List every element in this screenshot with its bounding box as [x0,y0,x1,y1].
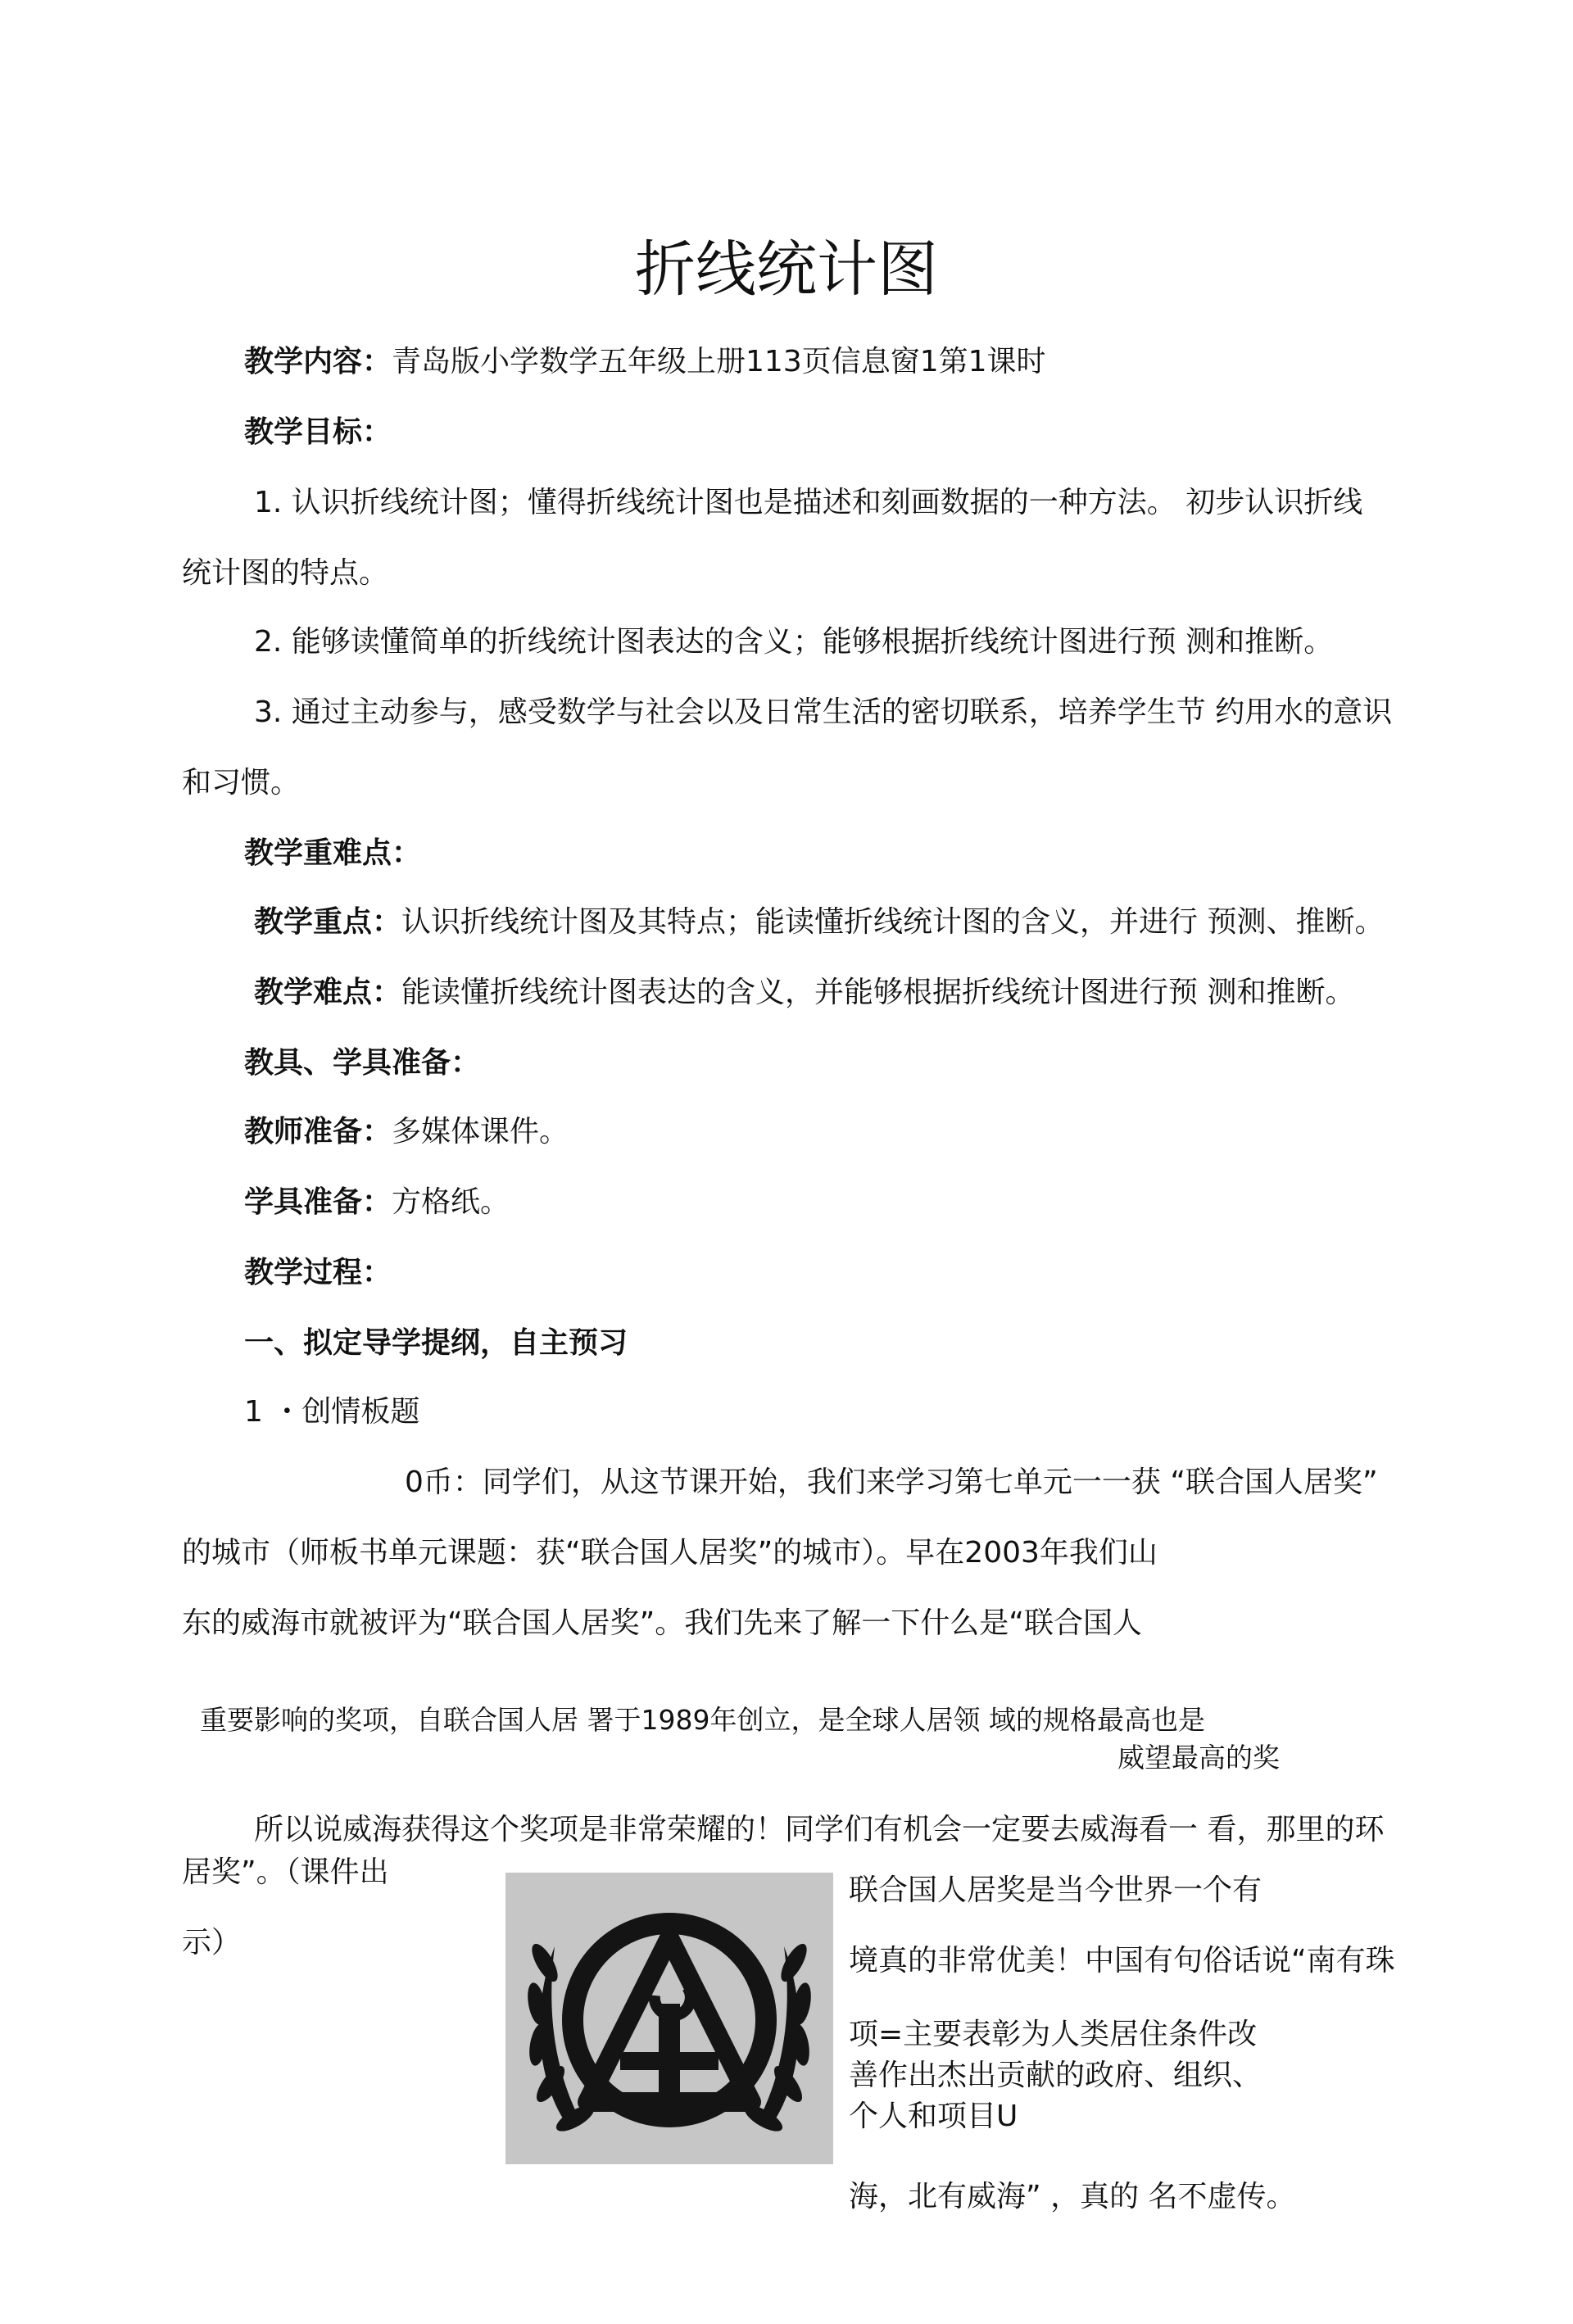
teaching-content-line [244,344,1046,380]
tools-heading: 教具、学具准备： [244,1046,481,1080]
student-prep-label: 学具准备： [244,1185,392,1219]
paragraph-1-line-2: 的城市（师板书单元课题：获“联合国人居奖”的城市）。早在2003年我们山 [182,1536,1158,1570]
keypoints-heading: 教学重难点： [244,836,422,870]
key-point-label: 教学重点： [254,905,402,939]
goal-1-line-2: 统计图的特点。 [182,556,389,590]
page-title: 折线统计图 [635,234,938,305]
section-1-heading: 一、拟定导学提纲，自主预习 [244,1326,628,1360]
difficulty-label: 教学难点： [254,976,402,1009]
un-habitat-logo [505,1873,833,2164]
un-habitat-emblem-icon [505,1873,833,2164]
paragraph-2-line-2: 居奖”。（课件出 [182,1855,389,1889]
goal-3-line-2: 和习惯。 [182,766,301,800]
side-text-line-4: 善作出杰出贡献的政府、组织、 [849,2059,1262,2092]
paragraph-1-line-1: 0币：同学们，从这节课开始，我们来学习第七单元一一获 “联合国人居奖” [405,1466,1378,1499]
paragraph-1-line-3: 东的威海市就被评为“联合国人居奖”。我们先来了解一下什么是“联合国人 [182,1606,1142,1640]
side-text-line-6: 海，北有威海” ，真的 名不虚传。 [849,2180,1296,2213]
teacher-prep-line [244,1114,569,1150]
teaching-content-label: 教学内容： [244,345,392,378]
student-prep-line [244,1185,510,1221]
key-point-text: 认识折线统计图及其特点；能读懂折线统计图的含义，并进行 预测、推断。 [401,905,1385,939]
award-line-2: 威望最高的奖 [1117,1742,1280,1774]
process-heading: 教学过程： [244,1256,392,1289]
goal-2: 2. 能够读懂简单的折线统计图表达的含义；能够根据折线统计图进行预 测和推断。 [254,625,1334,659]
teacher-prep-text: 多媒体课件。 [392,1115,569,1148]
difficulty-text: 能读懂折线统计图表达的含义，并能够根据折线统计图进行预 测和推断。 [401,976,1355,1009]
side-text-line-3: 项=主要表彰为人类居住条件改 [849,2018,1258,2051]
side-text-line-1: 联合国人居奖是当今世界一个有 [849,1873,1262,1907]
step-1: 1 ・创情板题 [244,1395,420,1429]
student-prep-text: 方格纸。 [392,1185,510,1219]
goals-heading: 教学目标： [244,415,392,449]
goal-3-line-1: 3. 通过主动参与，感受数学与社会以及日常生活的密切联系，培养学生节 约用水的意识 [254,695,1393,729]
paragraph-2-line-3: 示） [182,1926,242,1959]
side-text-line-5: 个人和项目U [849,2100,1018,2133]
side-text-line-2: 境真的非常优美！中国有句俗话说“南有珠 [849,1944,1395,1977]
difficulty-line [254,975,1354,1011]
award-line-1: 重要影响的奖项，自联合国人居 署于1989年创立，是全球人居领 域的规格最高也是 [200,1704,1205,1736]
teacher-prep-label: 教师准备： [244,1115,392,1148]
paragraph-2-line-1: 所以说威海获得这个奖项是非常荣耀的！同学们有机会一定要去威海看一 看，那里的环 [254,1813,1385,1846]
goal-1-line-1: 1. 认识折线统计图；懂得折线统计图也是描述和刻画数据的一种方法。 初步认识折线 [254,486,1363,519]
key-point-line [254,904,1384,940]
teaching-content-text: 青岛版小学数学五年级上册113页信息窗1第1课时 [392,345,1046,378]
